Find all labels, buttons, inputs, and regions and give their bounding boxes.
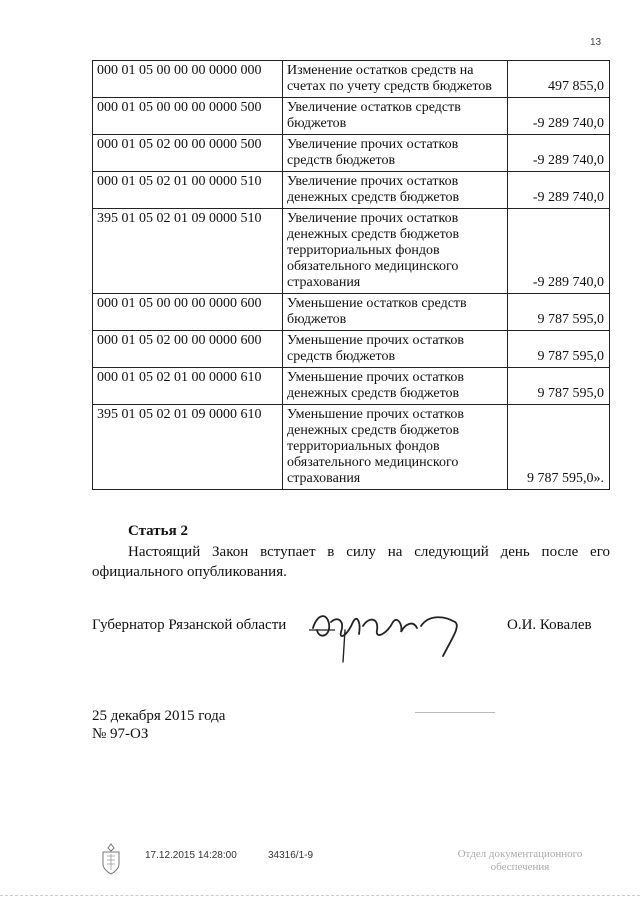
- article-title: Статья 2: [128, 523, 188, 539]
- code-cell: 000 01 05 00 00 00 0000 000: [93, 61, 283, 98]
- code-cell: 000 01 05 00 00 00 0000 500: [93, 98, 283, 135]
- amount-cell: -9 289 740,0: [508, 98, 610, 135]
- amount-cell: 9 787 595,0».: [508, 405, 610, 490]
- law-date: 25 декабря 2015 года: [92, 708, 226, 724]
- code-cell: 000 01 05 00 00 00 0000 600: [93, 294, 283, 331]
- amount-cell: -9 289 740,0: [508, 209, 610, 294]
- signatory-title: Губернатор Рязанской области: [92, 617, 287, 633]
- table-row: [93, 98, 610, 135]
- code-cell: 395 01 05 02 01 09 0000 510: [93, 209, 283, 294]
- footer-registration-number: 34316/1-9: [268, 850, 314, 861]
- coat-of-arms-icon: [98, 842, 124, 876]
- code-cell: 000 01 05 02 01 00 0000 610: [93, 368, 283, 405]
- amount-cell: 9 787 595,0: [508, 331, 610, 368]
- name-cell: Увеличение прочих остатков средств бюджетов: [283, 135, 508, 172]
- code-cell: 000 01 05 02 01 00 0000 510: [93, 172, 283, 209]
- amount-cell: 9 787 595,0: [508, 294, 610, 331]
- signature-line: [415, 712, 495, 713]
- code-cell: 000 01 05 02 00 00 0000 500: [93, 135, 283, 172]
- table-row: [93, 294, 610, 331]
- name-cell: Уменьшение прочих остатков денежных средств бюджетов территориальных фондов обязательного медицинского страхования: [283, 405, 508, 490]
- table-row: [93, 405, 610, 490]
- table-row: [93, 368, 610, 405]
- name-cell: Уменьшение прочих остатков денежных средств бюджетов: [283, 368, 508, 405]
- table-row: [93, 331, 610, 368]
- budget-table-body: [93, 61, 610, 490]
- code-cell: 395 01 05 02 01 09 0000 610: [93, 405, 283, 490]
- department-stamp: [430, 848, 610, 874]
- name-cell: Увеличение прочих остатков денежных средств бюджетов территориальных фондов обязательного медицинского страхования: [283, 209, 508, 294]
- name-cell: Изменение остатков средств на счетах по учету средств бюджетов: [283, 61, 508, 98]
- amount-cell: -9 289 740,0: [508, 135, 610, 172]
- name-cell: Увеличение прочих остатков денежных средств бюджетов: [283, 172, 508, 209]
- name-cell: Уменьшение остатков средств бюджетов: [283, 294, 508, 331]
- code-cell: 000 01 05 02 00 00 0000 600: [93, 331, 283, 368]
- table-row: [93, 209, 610, 294]
- article-text: Настоящий Закон вступает в силу на следующий день после его официального опубликования.: [92, 544, 610, 580]
- bottom-rule: [0, 895, 640, 896]
- stamp-line-1: Отдел документационного: [457, 848, 583, 860]
- name-cell: Увеличение остатков средств бюджетов: [283, 98, 508, 135]
- budget-sources-table: [92, 60, 610, 490]
- stamp-line-2: обеспечения: [490, 861, 550, 873]
- law-number: № 97-ОЗ: [92, 726, 149, 742]
- page-number: 13: [590, 37, 602, 48]
- handwritten-signature: [305, 600, 475, 670]
- signatory-name: О.И. Ковалев: [507, 617, 592, 633]
- amount-cell: -9 289 740,0: [508, 172, 610, 209]
- table-row: [93, 61, 610, 98]
- name-cell: Уменьшение прочих остатков средств бюджетов: [283, 331, 508, 368]
- amount-cell: 497 855,0: [508, 61, 610, 98]
- table-row: [93, 172, 610, 209]
- amount-cell: 9 787 595,0: [508, 368, 610, 405]
- footer-timestamp: 17.12.2015 14:28:00: [145, 850, 237, 861]
- table-row: [93, 135, 610, 172]
